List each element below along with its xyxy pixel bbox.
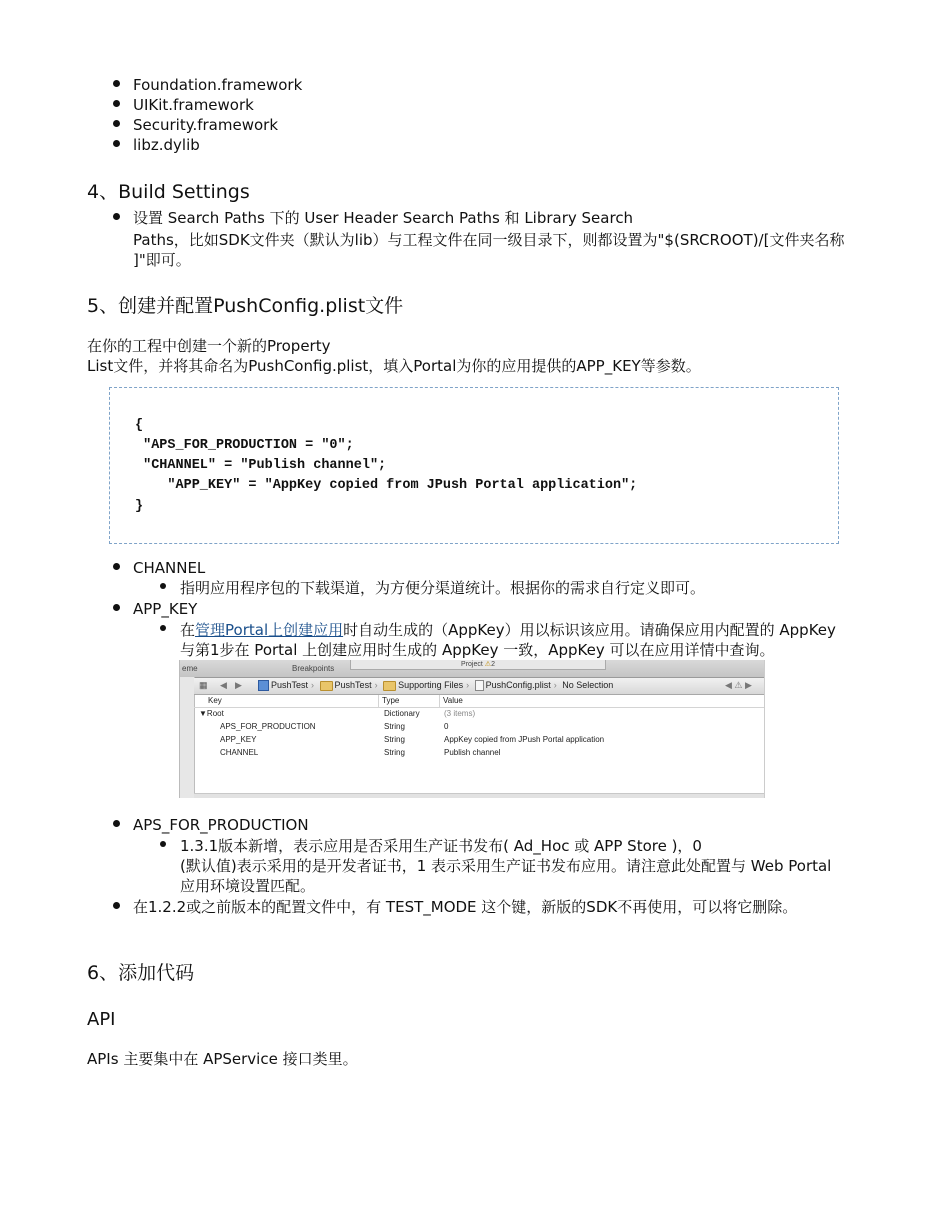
crumb-selection[interactable]: No Selection [562,680,614,690]
bullet-dot [113,140,120,147]
row-key: ▼Root [199,709,224,718]
bullet-dot [113,902,120,909]
bullet-dot [160,583,166,589]
row-type: String [384,722,405,731]
header-value[interactable]: Value [443,696,463,705]
app-key-key: APP_KEY [133,600,198,618]
horizontal-scrollbar[interactable] [194,793,764,798]
row-key: APP_KEY [220,735,257,744]
project-icon [258,680,269,691]
folder-icon [383,681,396,691]
channel-desc: 指明应用程序包的下载渠道，为方便分渠道统计。根据你的需求自行定义即可。 [180,579,706,597]
table-row[interactable] [194,708,764,721]
list-item: UIKit.framework [133,96,254,114]
build-settings-line-3: ]"即可。 [133,251,191,269]
list-item: libz.dylib [133,136,200,154]
xcode-plist-screenshot [179,660,765,798]
row-value: Publish channel [444,748,501,757]
bullet-dot [113,563,120,570]
section-4-title: 4、Build Settings [87,181,250,203]
issue-nav-icons[interactable]: ◀ ⚠ ▶ [725,680,752,690]
folder-icon [320,681,333,691]
plist-header [194,695,764,708]
file-icon [475,680,484,691]
back-icon[interactable]: ◀ [220,680,227,690]
header-key[interactable]: Key [208,696,222,705]
crumb-group[interactable]: PushTest [334,680,372,690]
breadcrumb: PushTest › PushTest › Supporting Files › PushConfig.plist › No Selection [258,680,613,691]
aps-desc-line-2: (默认值)表示采用的是开发者证书，1 表示采用生产证书发布应用。请注意此处配置与 Web Portal [180,857,832,875]
warning-icon: ⚠ [484,661,492,668]
bullet-dot [113,80,120,87]
build-settings-line-2: Paths，比如SDK文件夹（默认为lib）与工程文件在同一级目录下，则都设置为"$(SRCROOT)/[文件夹名称 [133,231,845,249]
row-type: Dictionary [384,709,420,718]
create-app-link[interactable]: 管理Portal上创建应用 [195,621,344,639]
xcode-tab-bar [180,660,764,678]
grid-icon[interactable]: ▦ [199,680,208,690]
code-line: } [135,499,144,514]
build-settings-line-1: 设置 Search Paths 下的 User Header Search Paths 和 Library Search [133,209,634,227]
table-row[interactable] [194,721,764,734]
section-5-intro-2: List文件，并将其命名为PushConfig.plist，填入Portal为你的应用提供的APP_KEY等参数。 [87,357,701,375]
bullet-dot [113,120,120,127]
tab-breakpoints[interactable]: Breakpoints [292,664,335,673]
bullet-dot [113,820,120,827]
test-mode-note: 在1.2.2或之前版本的配置文件中，有 TEST_MODE 这个键，新版的SDK不再使用，可以将它删除。 [133,898,798,916]
row-value: (3 items) [444,709,476,718]
tab-project[interactable] [350,660,606,670]
code-line: "CHANNEL" = "Publish channel"; [135,458,387,473]
tab-project-label: Project [461,661,483,668]
app-key-desc-line-1 [180,620,836,640]
bullet-dot [113,100,120,107]
app-key-desc-rest: 时自动生成的（AppKey）用以标识该应用。请确保应用内配置的 AppKey [343,621,836,639]
app-key-desc-prefix: 在 [180,621,196,639]
section-5-intro-1: 在你的工程中创建一个新的Property [87,337,331,355]
crumb-plist[interactable]: PushConfig.plist [485,680,551,690]
aps-desc-line-1: 1.3.1版本新增，表示应用是否采用生产证书发布( Ad_Hoc 或 APP Store )，0 [180,837,702,855]
channel-key: CHANNEL [133,559,206,577]
table-row[interactable] [194,734,764,747]
list-item: Security.framework [133,116,279,134]
forward-icon[interactable]: ▶ [235,680,242,690]
crumb-supporting-files[interactable]: Supporting Files [398,680,464,690]
bullet-dot [160,841,166,847]
row-value: AppKey copied from JPush Portal application [444,735,605,744]
row-type: String [384,748,405,757]
api-desc: APIs 主要集中在 APService 接口类里。 [87,1050,358,1068]
tab-project-badge: 2 [491,661,495,668]
xcode-sidebar [180,677,195,798]
app-key-desc-line-2: 与第1步在 Portal 上创建应用时生成的 AppKey 一致，AppKey 可以在应用详情中查询。 [180,641,775,659]
table-row[interactable] [194,747,764,760]
row-value: 0 [444,722,449,731]
code-line: "APS_FOR_PRODUCTION = "0"; [135,438,354,453]
list-item: Foundation.framework [133,76,303,94]
bullet-dot [113,213,120,220]
api-heading: API [87,1009,116,1030]
code-line: "APP_KEY" = "AppKey copied from JPush Portal application"; [135,478,638,493]
jump-bar [194,678,764,695]
bullet-dot [113,604,120,611]
header-type[interactable]: Type [382,696,400,705]
section-6-title: 6、添加代码 [87,962,195,984]
row-key: APS_FOR_PRODUCTION [220,722,316,731]
aps-key: APS_FOR_PRODUCTION [133,816,309,834]
aps-desc-line-3: 应用环境设置匹配。 [180,877,316,895]
code-line: { [135,418,144,433]
tab-scheme[interactable]: eme [182,664,198,673]
code-block [109,387,839,544]
crumb-project[interactable]: PushTest [271,680,309,690]
bullet-dot [160,625,166,631]
row-key: CHANNEL [220,748,259,757]
section-5-title: 5、创建并配置PushConfig.plist文件 [87,295,404,317]
row-type: String [384,735,405,744]
